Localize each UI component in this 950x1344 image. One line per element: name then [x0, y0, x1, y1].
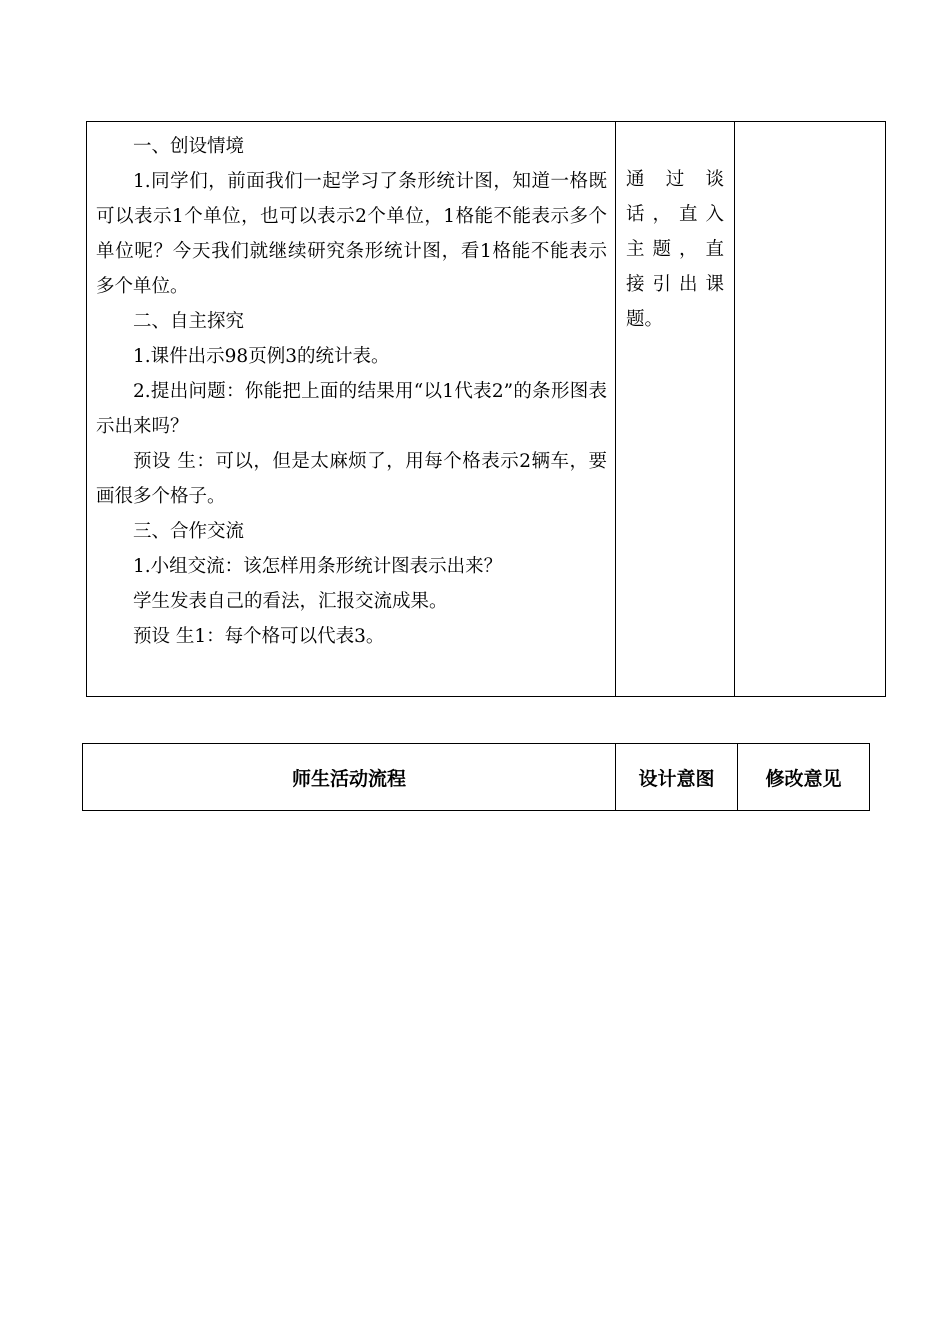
design-intent-line: 接引出课 — [626, 274, 724, 295]
activity-flow-content — [87, 122, 615, 654]
paragraph-group-discussion: 1.小组交流：该怎样用条形统计图表示出来？ — [133, 556, 503, 577]
section-heading-2: 二、自主探究 — [133, 311, 245, 332]
revision-notes-cell — [735, 122, 886, 697]
design-intent-line: 题。 — [626, 309, 664, 330]
header-row — [83, 744, 870, 811]
lesson-row — [87, 122, 886, 697]
header-activity-flow: 师生活动流程 — [83, 744, 616, 811]
activity-flow-cell — [87, 122, 616, 697]
design-intent-content — [616, 122, 734, 337]
paragraph-step-2: 2.提出问题：你能把上面的结果用“以1代表2”的条形图表示出来吗？ — [96, 381, 607, 437]
paragraph-step-1: 1.课件出示98页例3的统计表。 — [133, 346, 390, 367]
paragraph-intro: 1.同学们，前面我们一起学习了条形统计图，知道一格既可以表示1个单位，也可以表示2个单位，1格能不能表示多个单位呢？今天我们就继续研究条形统计图，看1格能不能表示多个单位。 — [96, 171, 607, 297]
section-heading-3: 三、合作交流 — [133, 521, 245, 542]
lesson-table — [86, 121, 886, 697]
design-intent-line: 通过谈 — [626, 169, 724, 190]
design-intent-line: 主题，直 — [626, 239, 724, 260]
header-design-intent: 设计意图 — [616, 744, 738, 811]
paragraph-preset-2: 预设 生1：每个格可以代表3。 — [133, 626, 385, 647]
header-revision-notes: 修改意见 — [738, 744, 870, 811]
section-heading-1: 一、创设情境 — [133, 136, 245, 157]
design-intent-line: 话，直入 — [626, 204, 724, 225]
header-table — [82, 743, 870, 811]
design-intent-cell — [616, 122, 735, 697]
paragraph-student-report: 学生发表自己的看法，汇报交流成果。 — [133, 591, 448, 612]
paragraph-preset-1: 预设 生：可以，但是太麻烦了，用每个格表示2辆车，要画很多个格子。 — [96, 451, 607, 507]
